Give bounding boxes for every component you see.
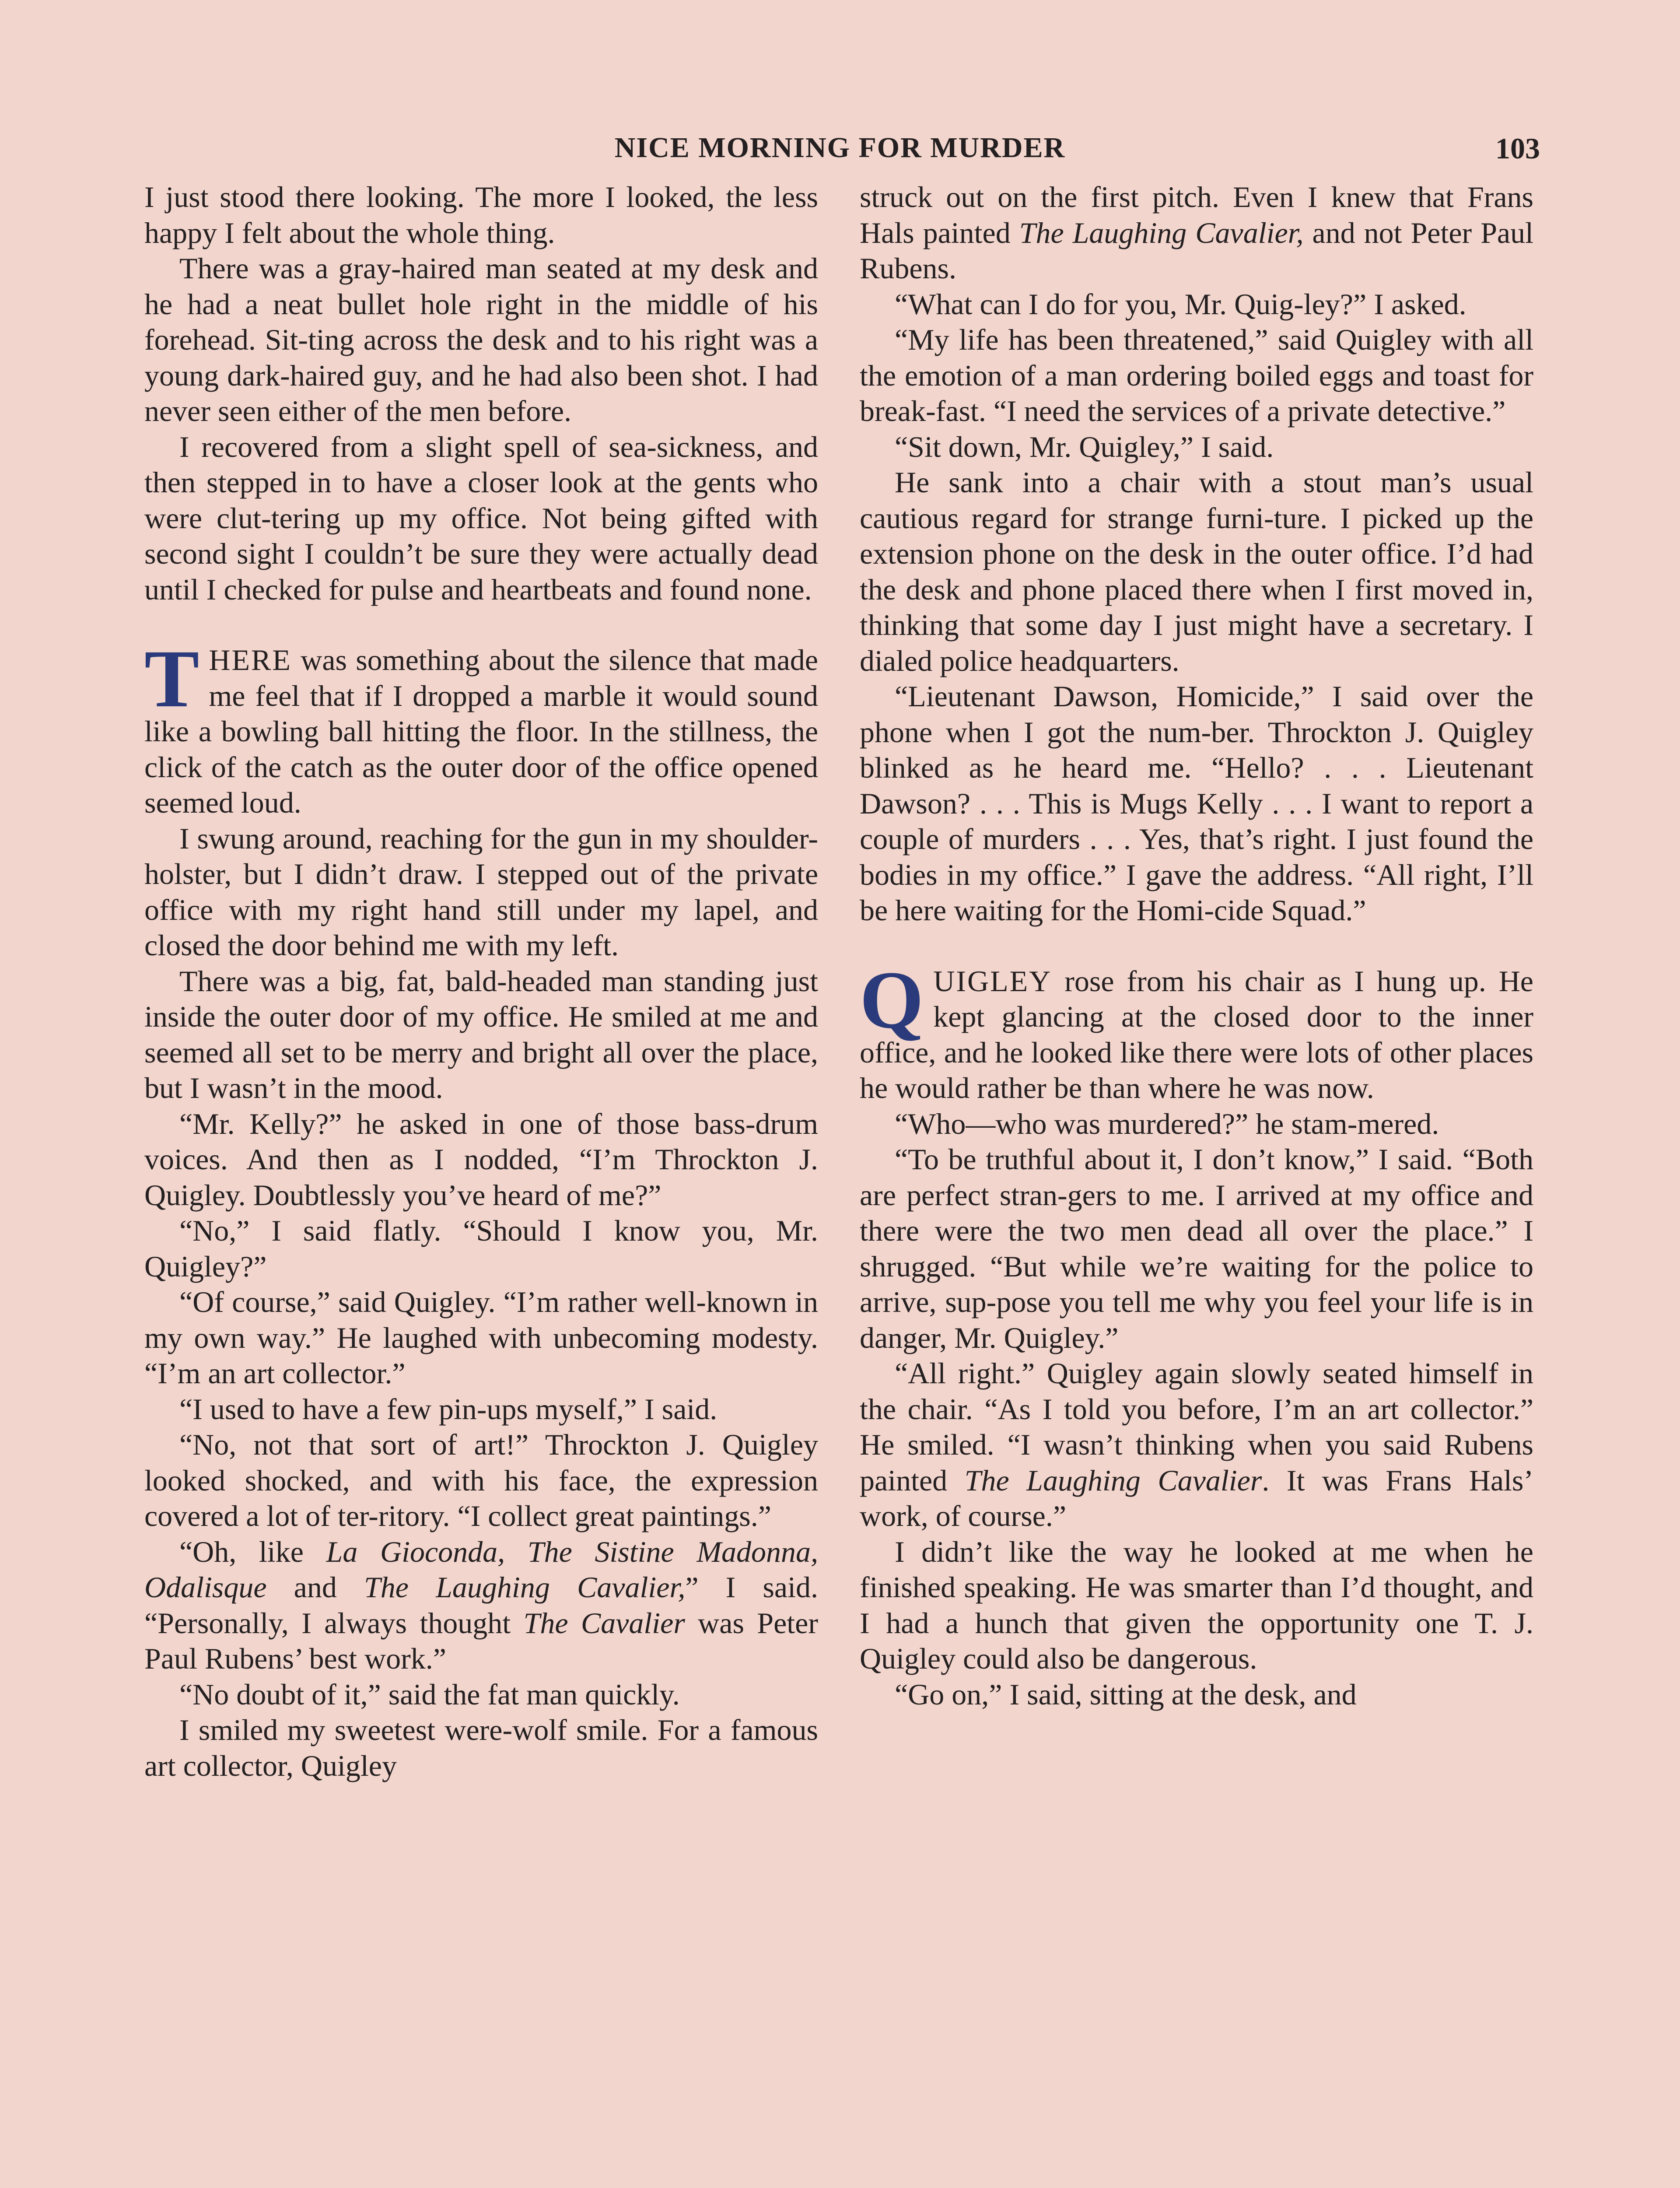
- lead-word: HERE: [209, 643, 292, 677]
- text-run: and: [266, 1571, 364, 1604]
- left-column: [144, 179, 818, 1784]
- text-run: “No, not that sort of art!” Throckton J. Quigley looked shocked, and with his face, the expression covered a lot of ter-ritory. “I collect great paintings.”: [144, 1428, 818, 1532]
- text-run: “Sit down, Mr. Quigley,” I said.: [895, 430, 1274, 463]
- italic-title: The Laughing Cavalier: [964, 1463, 1262, 1497]
- paragraph: [860, 179, 1533, 287]
- paragraph: [860, 1356, 1533, 1534]
- drop-cap: T: [144, 633, 200, 724]
- text-run: “No,” I said flatly. “Should I know you, Mr. Quigley?”: [144, 1214, 818, 1283]
- text-run: “Oh, like: [179, 1535, 326, 1568]
- lead-word: UIGLEY: [933, 964, 1052, 998]
- page-header: [140, 131, 1540, 175]
- italic-title: The Laughing Cavalier,: [1019, 216, 1304, 249]
- paragraph: [144, 821, 818, 964]
- text-run: I just stood there looking. The more I looked, the less happy I felt about the whole thing.: [144, 180, 818, 249]
- text-run: “Lieutenant Dawson, Homicide,” I said over the phone when I got the num-ber. Throckton J. Quigley blinked as he heard me. “Hello? . . . Lieutenant Dawson? . . . This is Mugs Kelly . . . I want to report a couple of murders . . . Yes, that’s right. I just found the bodies in my office.” I gave the address. “All right, I’ll be here waiting for the Homi-cide Squad.”: [860, 680, 1533, 927]
- text-run: I didn’t like the way he looked at me when he finished speaking. He was smarter than I’d thought, and I had a hunch that given the opportunity one T. J. Quigley could also be dangerous.: [860, 1535, 1533, 1675]
- paragraph: [144, 1677, 818, 1713]
- text-run: rose from his chair as I hung up. He kept glancing at the closed door to the inner office, and he looked like there were lots of other places he would rather be than where he was now.: [860, 964, 1533, 1105]
- text-run: “Go on,” I said, sitting at the desk, and: [895, 1677, 1357, 1711]
- paragraph: [144, 964, 818, 1106]
- paragraph: [860, 287, 1533, 323]
- text-run: “Who—who was murdered?” he stam-mered.: [895, 1107, 1439, 1140]
- drop-cap: Q: [860, 954, 924, 1045]
- page-number: 103: [1495, 132, 1540, 165]
- text-run: “Mr. Kelly?” he asked in one of those bass-drum voices. And then as I nodded, “I’m Throckton J. Quigley. Doubtlessly you’ve heard of me?”: [144, 1107, 818, 1212]
- paragraph: [860, 429, 1533, 465]
- paragraph: [144, 1712, 818, 1784]
- text-run: He sank into a chair with a stout man’s usual cautious regard for strange furni-ture. I picked up the extension phone on the desk in the outer office. I’d had the desk and phone placed there when I first moved in, thinking that some day I just might have a secretary. I dialed police headquarters.: [860, 466, 1533, 677]
- text-run: struck out on the first pitch. Even I knew that Frans Hals painted: [860, 180, 1533, 249]
- paragraph: [860, 679, 1533, 929]
- paragraph: [144, 1106, 818, 1213]
- italic-title: The Cavalier: [523, 1606, 685, 1640]
- text-run: “My life has been threatened,” said Quigley with all the emotion of a man ordering boiled eggs and toast for break-fast. “I need the services of a private detective.”: [860, 323, 1533, 428]
- paragraph: [144, 429, 818, 608]
- text-run: There was a big, fat, bald-headed man standing just inside the outer door of my office. He smiled at me and seemed all set to be merry and bright all over the place, but I wasn’t in the mood.: [144, 964, 818, 1105]
- paragraph: [144, 1213, 818, 1284]
- paragraph: [144, 1284, 818, 1392]
- italic-title: La Gioconda, The Sistine Madonna, Odalisque: [144, 1535, 818, 1604]
- text-run: I smiled my sweetest were-wolf smile. For a famous art collector, Quigley: [144, 1713, 818, 1782]
- text-run: “I used to have a few pin-ups myself,” I said.: [179, 1392, 718, 1426]
- running-head: NICE MORNING FOR MURDER: [614, 132, 1066, 164]
- paragraph: [144, 1534, 818, 1677]
- text-run: was something about the silence that made me feel that if I dropped a marble it would sound like a bowling ball hitting the floor. In the stillness, the click of the catch as the outer door of the office opened seemed loud.: [144, 643, 818, 819]
- paragraph: [144, 251, 818, 429]
- paragraph: [144, 1392, 818, 1427]
- text-run: There was a gray-haired man seated at my desk and he had a neat bullet hole right in the middle of his forehead. Sit-ting across the desk and to his right was a young dark-haired guy, and he had also been shot. I had never seen either of the men before.: [144, 252, 818, 428]
- text-run: “All right.” Quigley again slowly seated himself in the chair. “As I told you before, I’m an art collector.” He smiled. “I wasn’t thinking when you said Rubens painted: [860, 1357, 1533, 1497]
- text-run: “What can I do for you, Mr. Quig-ley?” I asked.: [895, 287, 1466, 321]
- right-column: [860, 179, 1533, 1712]
- paragraph: [860, 465, 1533, 679]
- paragraph: [860, 1142, 1533, 1356]
- text-run: ” I said. “Personally, I always thought: [144, 1571, 818, 1640]
- paragraph: [144, 1427, 818, 1534]
- paragraph: [860, 322, 1533, 429]
- text-run: “No doubt of it,” said the fat man quickly.: [179, 1677, 680, 1711]
- text-run: was Peter Paul Rubens’ best work.”: [144, 1606, 818, 1675]
- italic-title: The Laughing Cavalier,: [364, 1571, 686, 1604]
- text-run: . It was Frans Hals’ work, of course.”: [860, 1463, 1533, 1532]
- paragraph: [860, 1677, 1533, 1713]
- paragraph: [144, 633, 818, 821]
- text-run: “Of course,” said Quigley. “I’m rather well-known in my own way.” He laughed with unbecoming modesty. “I’m an art collector.”: [144, 1285, 818, 1390]
- paragraph: [860, 1106, 1533, 1142]
- text-run: and not Peter Paul Rubens.: [860, 216, 1533, 285]
- text-run: “To be truthful about it, I don’t know,” I said. “Both are perfect stran-gers to me. I arrived at my office and there were the two men dead all over the place.” I shrugged. “But while we’re waiting for the police to arrive, sup-pose you tell me why you feel your life is in danger, Mr. Quigley.”: [860, 1143, 1533, 1354]
- paragraph: [860, 1534, 1533, 1677]
- paragraph: [144, 179, 818, 251]
- text-run: I swung around, reaching for the gun in my shoulder-holster, but I didn’t draw. I stepped out of the private office with my right hand still under my lapel, and closed the door behind me with my left.: [144, 821, 818, 962]
- paragraph: [860, 954, 1533, 1106]
- text-run: I recovered from a slight spell of sea-sickness, and then stepped in to have a closer look at the gents who were clut-tering up my office. Not being gifted with second sight I couldn’t be sure they were actually dead until I checked for pulse and heartbeats and found none.: [144, 430, 818, 606]
